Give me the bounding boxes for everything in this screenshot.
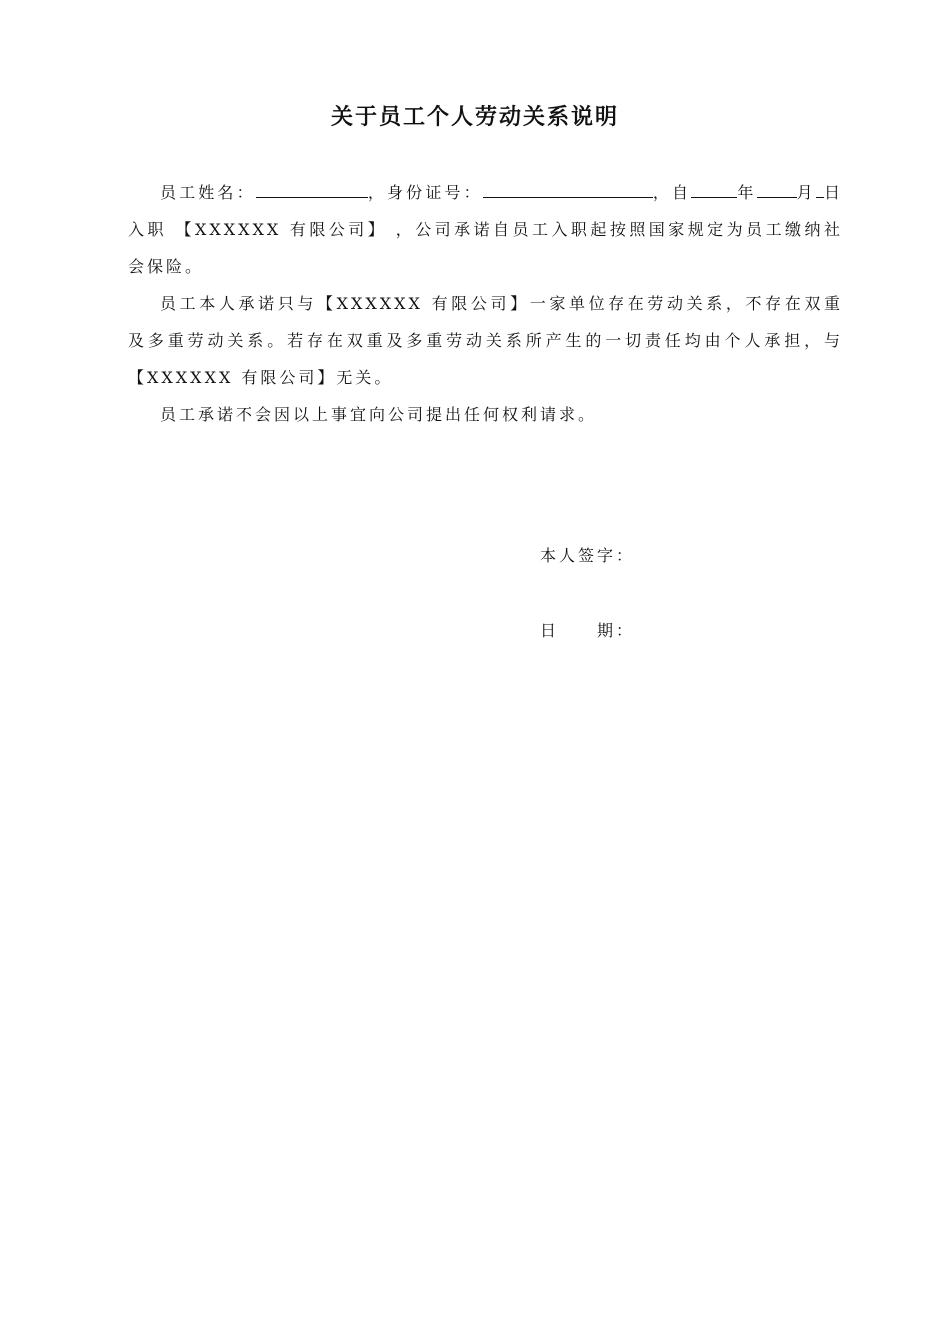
id-label: ，身份证号：	[367, 183, 483, 202]
date-label-first: 日	[540, 621, 560, 640]
paragraph1-rest: ，公司承诺自员工入职起按照国家规定为员工缴纳社会保险。	[128, 220, 843, 276]
date-label-second: 期：	[597, 621, 636, 640]
document-body	[128, 174, 843, 433]
month-blank-line	[757, 181, 797, 198]
id-blank-line	[483, 181, 653, 198]
name-label: 员工姓名：	[160, 183, 256, 202]
month-label: 月	[796, 183, 816, 202]
year-label: 年	[737, 183, 757, 202]
signature-label: 本人签字：	[540, 546, 636, 565]
day-blank-line	[816, 181, 824, 198]
paragraph-no-claims: 员工承诺不会因以上事宜向公司提出任何权利请求。	[160, 405, 598, 424]
day-entry-label: 日入职	[128, 183, 843, 239]
company-reference: 【XXXXXX 有限公司】	[166, 220, 396, 239]
document-title: 关于员工个人劳动关系说明	[330, 104, 619, 130]
paragraph-employment-info	[128, 174, 843, 285]
paragraph-sole-employment: 员工本人承诺只与【XXXXXX 有限公司】一家单位存在劳动关系，不存在双重及多重劳动关系。若存在双重及多重劳动关系所产生的一切责任均由个人承担，与【XXXXXX 有限公司】无关。	[128, 294, 843, 387]
date-line	[540, 618, 635, 641]
name-blank-line	[256, 181, 368, 198]
since-label: ，自	[652, 183, 692, 202]
year-blank-line	[691, 181, 737, 198]
signature-line	[540, 543, 635, 566]
